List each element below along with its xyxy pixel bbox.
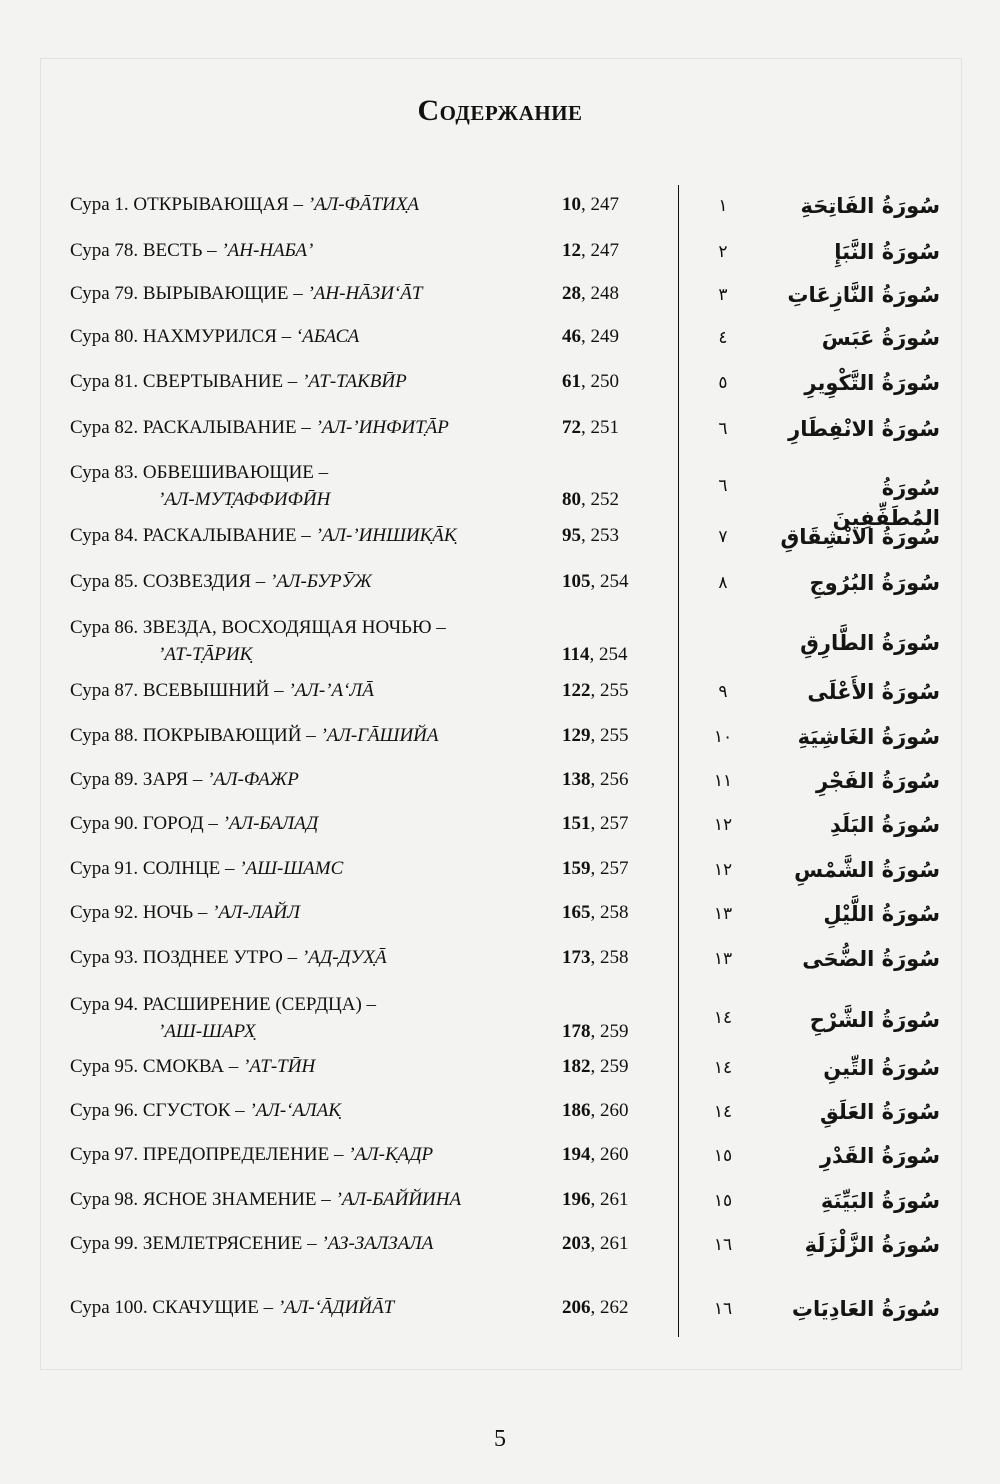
page-refs [562,855,672,882]
surah-title: Сура 87. ВСЕВЫШНИЙ – [70,680,289,701]
arabic-page-number: ٣ [718,285,728,305]
surah-transliteration: ʼАН-НĀЗИʻĀТ [307,283,423,304]
toc-entry [0,1097,1000,1127]
toc-entry [0,899,1000,929]
entry-label [70,459,545,513]
page-ref-commentary: , 256 [590,769,629,790]
arabic-page-number: ٥ [718,373,728,393]
arabic-surah-name: سُورَةُ الانْفِطَارِ [788,417,940,441]
arabic-surah-name: سُورَةُ الضُّحَى [802,947,940,971]
entry-label [70,677,545,704]
toc-entry [0,1294,1000,1324]
surah-title: Сура 93. ПОЗДНЕЕ УТРО – [70,947,302,968]
arabic-page-number: ١ [718,196,728,216]
entry-label [70,1230,545,1257]
entry-label [70,722,545,749]
page-ref-main: 182 [562,1056,591,1077]
page-refs [562,1097,672,1124]
page-ref-main: 203 [562,1233,591,1254]
entry-label [70,414,545,441]
arabic-surah-name: سُورَةُ الشَّمْسِ [794,858,940,882]
surah-transliteration: ʼАЛ-К̣АДР [348,1144,434,1165]
arabic-surah-name: سُورَةُ اللَّيْلِ [823,902,940,926]
arabic-surah-name: سُورَةُ العَلَقِ [819,1100,940,1124]
arabic-page-number: ٤ [718,328,728,348]
surah-transliteration: ʼАЛ-БУРӮЖ [270,571,372,592]
toc-entry [0,459,1000,530]
entry-label [70,810,545,837]
arabic-surah-name: سُورَةُ القَدْرِ [819,1144,940,1168]
arabic-page-number: ١٣ [713,904,733,924]
surah-title: Сура 78. ВЕСТЬ – [70,240,222,261]
arabic-page-number: ١٢ [713,815,733,835]
toc-entry [0,522,1000,552]
entry-label [70,766,545,793]
arabic-page-number: ١١ [713,771,733,791]
arabic-page-number: ١٥ [713,1146,733,1166]
arabic-surah-name: سُورَةُ البَيِّنَةِ [820,1189,940,1213]
page-ref-main: 114 [562,644,590,665]
arabic-surah-name: سُورَةُ الفَجْرِ [815,769,940,793]
page-refs [562,1294,672,1321]
surah-title: Сура 85. СОЗВЕЗДИЯ – [70,571,271,592]
surah-transliteration: ʼАЛ-БАЙЙИНА [335,1189,462,1210]
surah-title: Сура 94. РАСШИРЕНИЕ (СЕРДЦА) – [70,994,377,1015]
arabic-surah-name: سُورَةُ الفَاتِحَةِ [800,194,940,218]
surah-transliteration: ʼАШ-ШАМС [239,858,344,879]
page-ref-main: 122 [562,680,591,701]
page-refs [562,722,672,749]
page-ref-main: 95 [562,525,581,546]
arabic-surah-name: سُورَةُ المُطَفِّفِينَ [832,476,940,530]
surah-transliteration: ʼАЛ-ʻАЛАК̣ [249,1100,341,1121]
page-ref-commentary: , 253 [581,525,619,546]
surah-transliteration: ʼАЛ-ʼИНФИТ̣ĀР [315,417,449,438]
page-ref-main: 206 [562,1297,591,1318]
arabic-page-number: ١٤ [713,1058,733,1078]
page-refs [562,641,672,668]
page-refs [562,810,672,837]
page-ref-commentary: , 262 [590,1297,629,1318]
arabic-page-number: ٩ [718,682,728,702]
arabic-surah-name: سُورَةُ الأَعْلَى [807,680,940,704]
arabic-page-number: ١٣ [713,949,733,969]
page-refs [562,414,672,441]
page-ref-commentary: , 247 [581,194,619,215]
entry-label [70,1186,545,1213]
page-ref-main: 105 [562,571,591,592]
page-ref-main: 28 [562,283,581,304]
page-refs [562,1186,672,1213]
surah-transliteration: ʼАЛ-ʼАʻЛĀ [288,680,374,701]
entry-label [70,1141,545,1168]
arabic-page-number: ٨ [718,573,728,593]
surah-transliteration: ʼАЛ-ФĀТИХ̣А [307,194,419,215]
entry-label [70,522,545,549]
toc-entry [0,722,1000,752]
arabic-surah-name: سُورَةُ الانْشِقَاقِ [780,525,940,549]
surah-title: Сура 92. НОЧЬ – [70,902,213,923]
surah-transliteration: ʻАБАСА [295,326,360,347]
arabic-surah-name: سُورَةُ الطَّارِقِ [800,631,940,655]
page-refs [562,486,672,513]
toc-entry [0,614,1000,665]
page-ref-main: 46 [562,326,581,347]
page-title: Содержание [417,94,583,127]
entry-label [70,1294,545,1321]
page-ref-commentary: , 261 [590,1233,629,1254]
page-ref-main: 159 [562,858,591,879]
page-refs [562,1018,672,1045]
toc-entry [0,1141,1000,1171]
entry-label [70,368,545,395]
entry-label [70,191,545,218]
surah-title: Сура 96. СГУСТОК – [70,1100,250,1121]
surah-transliteration: ʼАД-ДУХ̣Ā [301,947,387,968]
entry-label [70,944,545,971]
toc-entry [0,1186,1000,1216]
surah-transliteration: ʼАЛ-ГĀШИЙА [320,725,439,746]
arabic-page-number: ١٠ [713,727,733,747]
page-refs [562,323,672,350]
surah-transliteration: ʼАЛ-ʼИНШИК̣ĀК̣ [315,525,457,546]
toc-entry [0,810,1000,840]
toc-entry [0,1230,1000,1260]
arabic-surah-name: سُورَةُ العَادِيَاتِ [791,1297,940,1321]
page-ref-main: 194 [562,1144,591,1165]
page-number: 5 [494,1426,506,1452]
page-ref-main: 138 [562,769,591,790]
page-ref-commentary: , 259 [590,1056,629,1077]
surah-transliteration: ʼАШ-ШАРХ̣ [158,1021,256,1042]
page-ref-commentary: , 258 [590,947,629,968]
page-ref-commentary: , 249 [581,326,619,347]
entry-label [70,855,545,882]
surah-title: Сура 1. ОТКРЫВАЮЩАЯ – [70,194,308,215]
surah-title: Сура 84. РАСКАЛЫВАНИЕ – [70,525,316,546]
page-ref-main: 61 [562,371,581,392]
surah-title: Сура 90. ГОРОД – [70,813,223,834]
page-ref-main: 12 [562,240,581,261]
page-refs [562,677,672,704]
toc-entry [0,323,1000,353]
surah-transliteration: ʼАЛ-ЛАЙЛ [212,902,300,923]
surah-title: Сура 91. СОЛНЦЕ – [70,858,240,879]
surah-transliteration: ʼАТ-ТӢН [243,1056,316,1077]
arabic-page-number: ١٤ [713,1008,733,1028]
page-ref-main: 186 [562,1100,591,1121]
page-refs [562,568,672,595]
surah-transliteration: ʼАЛ-БАЛАД [222,813,319,834]
arabic-page-number: ١٤ [713,1102,733,1122]
entry-label [70,614,545,668]
entry-label [70,237,545,264]
page-ref-main: 178 [562,1021,591,1042]
page-ref-commentary: , 260 [590,1100,629,1121]
toc-entry [0,568,1000,598]
page-ref-commentary: , 259 [590,1021,629,1042]
entry-label [70,280,545,307]
page-ref-commentary: , 247 [581,240,619,261]
page-ref-commentary: , 250 [581,371,619,392]
arabic-page-number: ٦ [718,419,728,439]
toc-entry [0,237,1000,267]
page-refs [562,1230,672,1257]
toc-entry [0,368,1000,398]
page-ref-main: 10 [562,194,581,215]
page-ref-commentary: , 255 [590,680,629,701]
toc-entry [0,766,1000,796]
toc-entry [0,677,1000,707]
arabic-surah-name: سُورَةُ البُرُوجِ [809,571,940,595]
arabic-surah-name: سُورَةُ عَبَسَ [821,326,940,350]
page-refs [562,1053,672,1080]
surah-title: Сура 86. ЗВЕЗДА, ВОСХОДЯЩАЯ НОЧЬЮ – [70,617,446,638]
page-ref-main: 151 [562,813,591,834]
toc-entry [0,280,1000,310]
page-refs [562,280,672,307]
toc-entry [0,191,1000,221]
surah-transliteration: ʼАЛ-ФАЖР [207,769,299,790]
surah-title: Сура 98. ЯСНОЕ ЗНАМЕНИЕ – [70,1189,336,1210]
arabic-surah-name: سُورَةُ النَّازِعَاتِ [787,283,940,307]
arabic-page-number: ٧ [718,527,728,547]
page-refs [562,766,672,793]
surah-transliteration: ʼАТ-Т̣ĀРИК̣ [158,644,253,665]
page-refs [562,944,672,971]
arabic-page-number: ١٢ [713,860,733,880]
page-ref-main: 80 [562,489,581,510]
arabic-page-number: ١٥ [713,1191,733,1211]
entry-label [70,1053,545,1080]
surah-title: Сура 99. ЗЕМЛЕТРЯСЕНИЕ – [70,1233,322,1254]
arabic-surah-name: سُورَةُ الشَّرْحِ [809,1008,940,1032]
toc-entry [0,944,1000,974]
arabic-surah-name: سُورَةُ التَّكْوِيرِ [804,371,940,395]
surah-title: Сура 79. ВЫРЫВАЮЩИЕ – [70,283,308,304]
page-refs [562,899,672,926]
entry-label [70,1097,545,1124]
arabic-page-number: ٢ [718,242,728,262]
surah-title: Сура 88. ПОКРЫВАЮЩИЙ – [70,725,321,746]
toc-entry [0,991,1000,1042]
page-ref-commentary: , 258 [590,902,629,923]
page-refs [562,368,672,395]
page-ref-main: 72 [562,417,581,438]
surah-title: Сура 82. РАСКАЛЫВАНИЕ – [70,417,316,438]
surah-title: Сура 95. СМОКВА – [70,1056,244,1077]
surah-transliteration: ʼАН-НАБАʼ [221,240,314,261]
toc-entry [0,414,1000,444]
arabic-page-number: ١٦ [713,1235,733,1255]
arabic-surah-name: سُورَةُ النَّبَإِ [834,240,940,264]
entry-label [70,323,545,350]
surah-transliteration: ʼАТ-ТАКВӢР [302,371,407,392]
page-ref-commentary: , 257 [590,858,629,879]
entry-label [70,991,545,1045]
page-ref-main: 196 [562,1189,591,1210]
page-ref-main: 129 [562,725,591,746]
page-ref-main: 165 [562,902,591,923]
page-ref-commentary: , 257 [590,813,629,834]
surah-title: Сура 81. СВЕРТЫВАНИЕ – [70,371,303,392]
page-ref-commentary: , 248 [581,283,619,304]
arabic-surah-name: سُورَةُ الغَاشِيَةِ [797,725,940,749]
surah-transliteration: ʼАЛ-МУТ̣АФФИФӢН [158,489,331,510]
surah-title: Сура 80. НАХМУРИЛСЯ – [70,326,296,347]
surah-title: Сура 100. СКАЧУЩИЕ – [70,1297,278,1318]
surah-transliteration: ʼАЛ-ʻĀДИЙĀТ [277,1297,395,1318]
surah-title: Сура 83. ОБВЕШИВАЮЩИЕ – [70,462,329,483]
page-ref-commentary: , 252 [581,489,619,510]
page-ref-commentary: , 254 [590,571,629,592]
arabic-page-number: ٦ [718,476,728,496]
page-refs [562,237,672,264]
page-refs [562,1141,672,1168]
surah-title: Сура 97. ПРЕДОПРЕДЕЛЕНИЕ – [70,1144,349,1165]
arabic-surah-name: سُورَةُ البَلَدِ [830,813,940,837]
arabic-page-number: ١٦ [713,1299,733,1319]
page-ref-commentary: , 261 [590,1189,629,1210]
page-ref-commentary: , 254 [589,644,628,665]
surah-title: Сура 89. ЗАРЯ – [70,769,208,790]
page-refs [562,191,672,218]
surah-transliteration: ʼАЗ-ЗАЛЗАЛА [321,1233,434,1254]
page-ref-main: 173 [562,947,591,968]
arabic-surah-name: سُورَةُ الزَّلْزَلَةِ [804,1233,940,1257]
page-ref-commentary: , 260 [590,1144,629,1165]
page-ref-commentary: , 255 [590,725,629,746]
toc-entry [0,1053,1000,1083]
entry-label [70,568,545,595]
page-ref-commentary: , 251 [581,417,619,438]
entry-label [70,899,545,926]
arabic-surah-name: سُورَةُ التِّينِ [823,1056,940,1080]
toc-entry [0,855,1000,885]
page-refs [562,522,672,549]
